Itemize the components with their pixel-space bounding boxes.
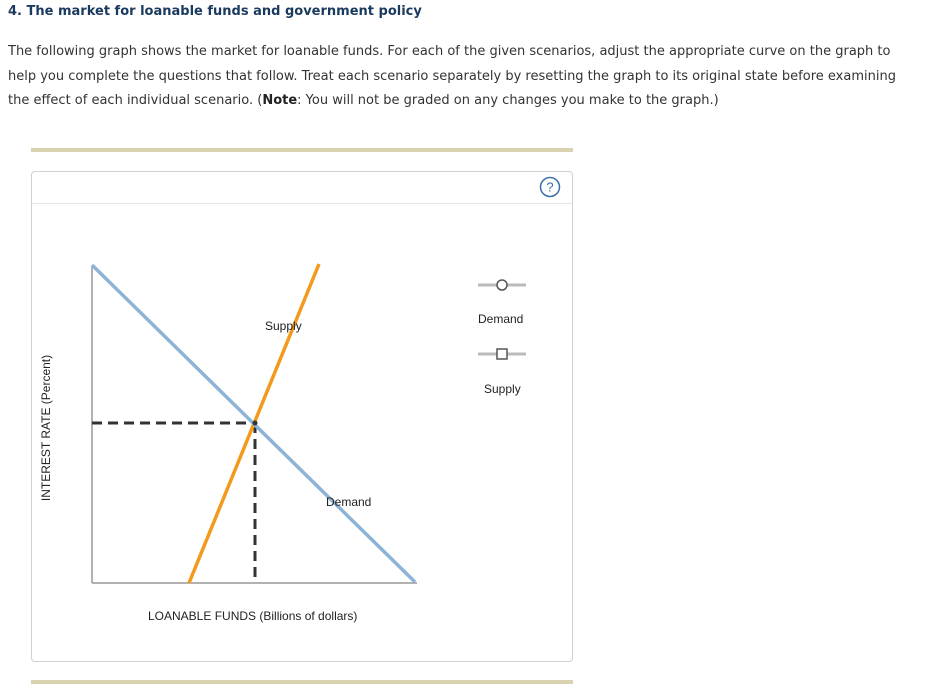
legend-demand-label: Demand — [478, 312, 524, 326]
demand-legend-tool[interactable] — [478, 277, 526, 296]
equilibrium-point — [253, 421, 258, 426]
question-title: 4. The market for loanable funds and government policy — [8, 4, 422, 19]
circle-marker-icon — [478, 278, 526, 292]
x-axis-label: LOANABLE FUNDS (Billions of dollars) — [148, 609, 358, 623]
square-marker-icon — [478, 347, 526, 361]
note-label: Note — [262, 93, 298, 108]
bottom-divider — [31, 680, 573, 684]
supply-curve-label: Supply — [265, 319, 302, 333]
demand-curve-label: Demand — [326, 495, 372, 509]
help-symbol: ? — [546, 179, 554, 195]
instructions-part2: : You will not be graded on any changes you make to the graph.) — [297, 93, 719, 108]
instructions-part1: The following graph shows the market for loanable funds. For each of the given scenarios, adjust the appropriate curve on the graph to help you complete the questions that follow. Treat each scenario separately by resetting the graph to its original state before examining the effect of each individual scenario. ( — [8, 44, 896, 108]
supply-legend-tool[interactable] — [478, 346, 526, 365]
legend-supply-label: Supply — [484, 382, 521, 396]
